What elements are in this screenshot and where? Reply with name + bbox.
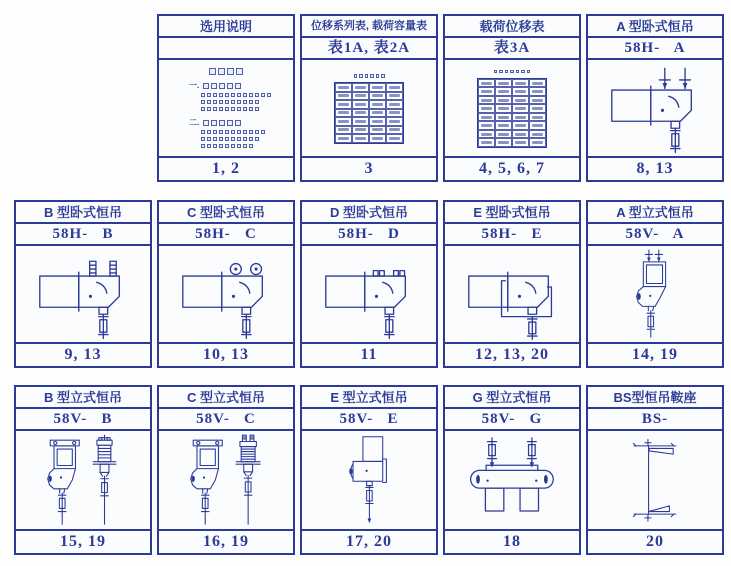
- hanger-vertical-a-drawing: [618, 247, 692, 341]
- cell-pages: 16, 19: [159, 529, 293, 553]
- hanger-vertical-b-drawing: [42, 432, 124, 528]
- cell-title: E 型立式恒吊: [302, 387, 436, 409]
- cell-title: B 型立式恒吊: [16, 387, 150, 409]
- bs-saddle-drawing: [617, 432, 693, 528]
- cell-title: 选用说明: [159, 16, 293, 38]
- cell-code: 58H- C: [159, 224, 293, 246]
- cell-title: G 型立式恒吊: [445, 387, 579, 409]
- cell-pages: 17, 20: [302, 529, 436, 553]
- cell-58h-d: [300, 200, 438, 368]
- cell-title: 载荷位移表: [445, 16, 579, 38]
- cell-code: 58H- E: [445, 224, 579, 246]
- cell-pages: 8, 13: [588, 156, 722, 180]
- cell-code: 表1A, 表2A: [302, 38, 436, 60]
- cell-code: 58V- E: [302, 409, 436, 431]
- cell-58v-b: [14, 385, 152, 555]
- table-caption-placeholder: [354, 73, 385, 80]
- cell-pages: 12, 13, 20: [445, 342, 579, 366]
- cell-pages: 3: [302, 156, 436, 180]
- cell-code: BS-: [588, 409, 722, 431]
- hanger-horizontal-a-drawing: [604, 62, 705, 154]
- cell-58v-e: [300, 385, 438, 555]
- cell-58v-g: [443, 385, 581, 555]
- hanger-horizontal-b-drawing: [32, 248, 133, 340]
- cell-pages: 1, 2: [159, 156, 293, 180]
- hanger-vertical-c-drawing: [185, 432, 267, 528]
- cell-code: 58V- G: [445, 409, 579, 431]
- cell-code: 58H- B: [16, 224, 150, 246]
- cell-58h-a: [586, 14, 724, 182]
- cell-code: [159, 38, 293, 60]
- cell-title: A 型卧式恒吊: [588, 16, 722, 38]
- cell-title: 位移系列表, 载荷容量表: [302, 16, 436, 38]
- cell-code: 58V- C: [159, 409, 293, 431]
- intro-text-placeholder: 一. 二.: [181, 66, 271, 150]
- table-caption-placeholder: [494, 68, 531, 75]
- mini-table-1a-2a: [334, 82, 404, 144]
- cell-58v-a: [586, 200, 724, 368]
- cell-code: 58V- B: [16, 409, 150, 431]
- cell-code: 58V- A: [588, 224, 722, 246]
- cell-58h-e: [443, 200, 581, 368]
- cell-pages: 18: [445, 529, 579, 553]
- cell-pages: 4, 5, 6, 7: [445, 156, 579, 180]
- cell-title: D 型卧式恒吊: [302, 202, 436, 224]
- cell-intro: [157, 14, 295, 182]
- hanger-vertical-g-drawing: [464, 435, 560, 525]
- cell-pages: 10, 13: [159, 342, 293, 366]
- cell-title: C 型卧式恒吊: [159, 202, 293, 224]
- cell-title: A 型立式恒吊: [588, 202, 722, 224]
- cell-title: B 型卧式恒吊: [16, 202, 150, 224]
- cell-title: BS型恒吊鞍座: [588, 387, 722, 409]
- cell-code: 58H- D: [302, 224, 436, 246]
- hanger-vertical-e-drawing: [332, 433, 406, 527]
- cell-pages: 9, 13: [16, 342, 150, 366]
- cell-58v-c: [157, 385, 295, 555]
- cell-title: C 型立式恒吊: [159, 387, 293, 409]
- mini-table-3a: [477, 78, 547, 148]
- cell-code: 58H- A: [588, 38, 722, 60]
- hanger-horizontal-e-drawing: [461, 248, 562, 340]
- cell-58h-b: [14, 200, 152, 368]
- cell-58h-c: [157, 200, 295, 368]
- cell-table-1a-2a: [300, 14, 438, 182]
- cell-code: 表3A: [445, 38, 579, 60]
- cell-pages: 20: [588, 529, 722, 553]
- cell-pages: 14, 19: [588, 342, 722, 366]
- cell-table-3a: [443, 14, 581, 182]
- cell-title: E 型卧式恒吊: [445, 202, 579, 224]
- cell-pages: 11: [302, 342, 436, 366]
- cell-pages: 15, 19: [16, 529, 150, 553]
- hanger-horizontal-c-drawing: [175, 248, 276, 340]
- hanger-horizontal-d-drawing: [318, 248, 419, 340]
- cell-bs-saddle: [586, 385, 724, 555]
